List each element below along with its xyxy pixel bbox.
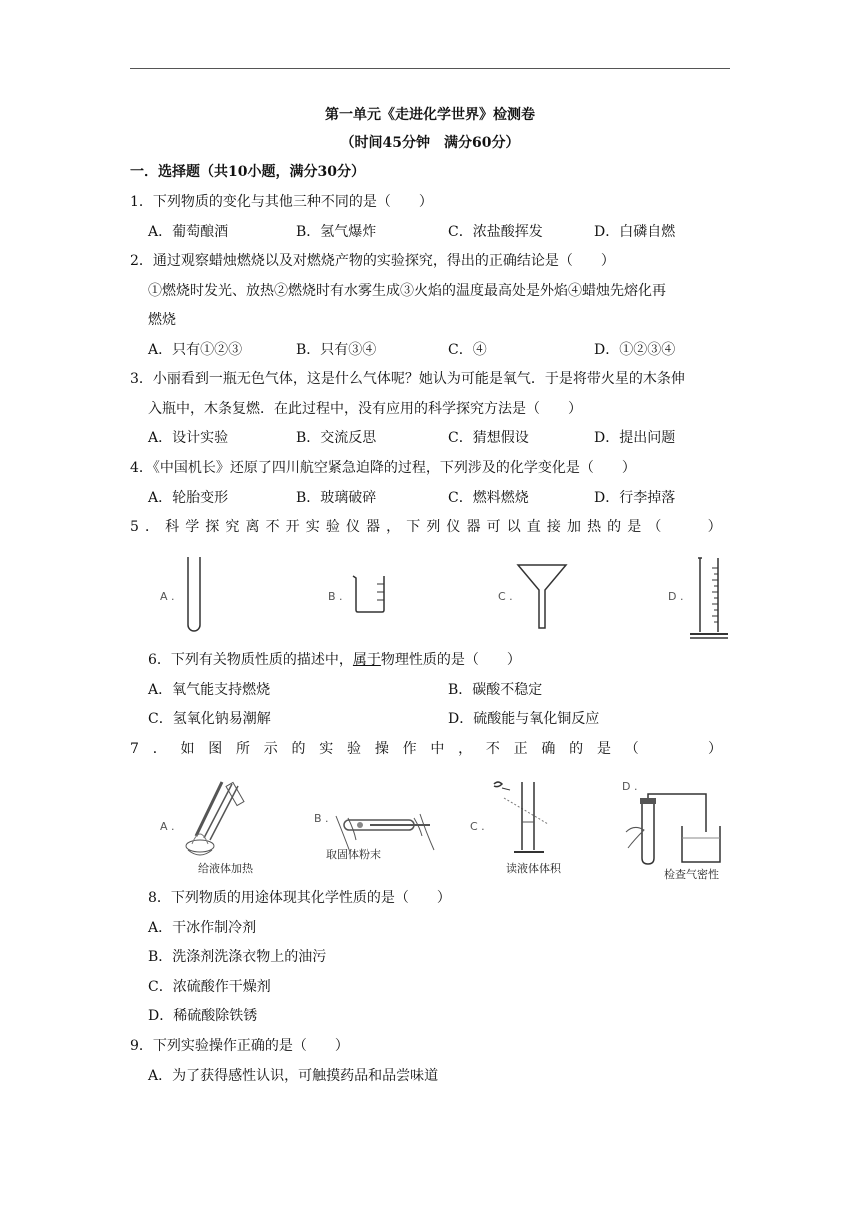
question-2-statements: ①燃烧时发光、放热②燃烧时有水雾生成③火焰的温度最高处是外焰④蜡烛先熔化再 <box>148 283 666 299</box>
question-2-option-d[interactable]: D．①②③④ <box>594 342 676 358</box>
question-2-option-a[interactable]: A．只有①②③ <box>148 342 243 358</box>
question-1-option-b[interactable]: B．氢气爆炸 <box>296 224 377 240</box>
question-6-option-c[interactable]: C．氢氧化钠易潮解 <box>148 711 271 727</box>
exam-subtitle: （时间45分钟 满分60分） <box>340 135 520 151</box>
question-8-stem: 8．下列物质的用途体现其化学性质的是（ ） <box>148 890 451 906</box>
airtightness-check-icon[interactable] <box>620 792 730 866</box>
q7-caption-d: 检查气密性 <box>664 868 719 881</box>
section-heading: 一．选择题（共10小题，满分30分） <box>130 164 365 180</box>
q7-caption-b: 取固体粉末 <box>326 848 381 861</box>
question-1-stem: 1．下列物质的变化与其他三种不同的是（ ） <box>130 194 433 210</box>
question-1-option-d[interactable]: D．白磷自燃 <box>594 224 676 240</box>
question-3-option-b[interactable]: B．交流反思 <box>296 430 377 446</box>
q5-label-a: A . <box>160 590 175 603</box>
test-tube-icon[interactable] <box>182 555 206 637</box>
question-2-option-b[interactable]: B．只有③④ <box>296 342 377 358</box>
question-9-stem: 9．下列实验操作正确的是（ ） <box>130 1038 349 1054</box>
question-9-option-a[interactable]: A．为了获得感性认识，可触摸药品和品尝味道 <box>148 1068 439 1084</box>
question-8-option-c[interactable]: C．浓硫酸作干燥剂 <box>148 979 271 995</box>
exam-title: 第一单元《走进化学世界》检测卷 <box>325 107 535 123</box>
question-6-option-d[interactable]: D．硫酸能与氧化铜反应 <box>448 711 600 727</box>
q7-label-d: D . <box>622 780 638 793</box>
question-4-option-b[interactable]: B．玻璃破碎 <box>296 490 377 506</box>
question-3-option-c[interactable]: C．猜想假设 <box>448 430 529 446</box>
question-2-statements-cont: 燃烧 <box>148 312 176 328</box>
header-rule <box>130 68 730 69</box>
graduated-cylinder-icon[interactable] <box>688 554 730 642</box>
question-3-option-d[interactable]: D．提出问题 <box>594 430 676 446</box>
beaker-icon[interactable] <box>350 572 390 616</box>
question-4-stem: 4．《中国机长》还原了四川航空紧急迫降的过程，下列涉及的化学变化是（ ） <box>130 460 636 476</box>
question-6-option-a[interactable]: A．氧气能支持燃烧 <box>148 682 271 698</box>
heating-liquid-icon[interactable] <box>178 776 258 860</box>
q5-label-d: D . <box>668 590 684 603</box>
question-6-stem: 6．下列有关物质性质的描述中，属于物理性质的是（ ） <box>148 652 521 668</box>
q7-caption-a: 给液体加热 <box>198 862 253 875</box>
question-5-stem: 5 ． 科 学 探 究 离 不 开 实 验 仪 器 ， 下 列 仪 器 可 以 直 接 加 热 的 是 （ ） <box>130 519 722 535</box>
reading-volume-icon[interactable] <box>488 778 564 860</box>
q5-label-b: B . <box>328 590 343 603</box>
question-6-option-b[interactable]: B．碳酸不稳定 <box>448 682 543 698</box>
question-1-option-c[interactable]: C．浓盐酸挥发 <box>448 224 543 240</box>
question-3-option-a[interactable]: A．设计实验 <box>148 430 229 446</box>
question-8-option-b[interactable]: B．洗涤剂洗涤衣物上的油污 <box>148 949 327 965</box>
question-3-stem: 3．小丽看到一瓶无色气体，这是什么气体呢？她认为可能是氧气．于是将带火星的木条伸 <box>130 371 685 387</box>
q7-label-c: C . <box>470 820 485 833</box>
question-4-option-c[interactable]: C．燃料燃烧 <box>448 490 529 506</box>
question-3-stem-cont: 入瓶中，木条复燃．在此过程中，没有应用的科学探究方法是（ ） <box>148 401 582 417</box>
question-4-option-a[interactable]: A．轮胎变形 <box>148 490 229 506</box>
q7-label-b: B . <box>314 812 329 825</box>
question-7-stem: 7 ． 如 图 所 示 的 实 验 操 作 中 ， 不 正 确 的 是 （ ） <box>130 741 722 757</box>
q7-caption-c: 读液体体积 <box>506 862 561 875</box>
question-1-option-a[interactable]: A．葡萄酿酒 <box>148 224 229 240</box>
q5-label-c: C . <box>498 590 513 603</box>
q7-label-a: A . <box>160 820 175 833</box>
question-4-option-d[interactable]: D．行李掉落 <box>594 490 676 506</box>
question-2-stem: 2．通过观察蜡烛燃烧以及对燃烧产物的实验探究，得出的正确结论是（ ） <box>130 253 615 269</box>
question-8-option-d[interactable]: D．稀硫酸除铁锈 <box>148 1008 258 1024</box>
question-8-option-a[interactable]: A．干冰作制冷剂 <box>148 920 257 936</box>
question-2-option-c[interactable]: C．④ <box>448 342 487 358</box>
funnel-icon[interactable] <box>516 562 568 632</box>
